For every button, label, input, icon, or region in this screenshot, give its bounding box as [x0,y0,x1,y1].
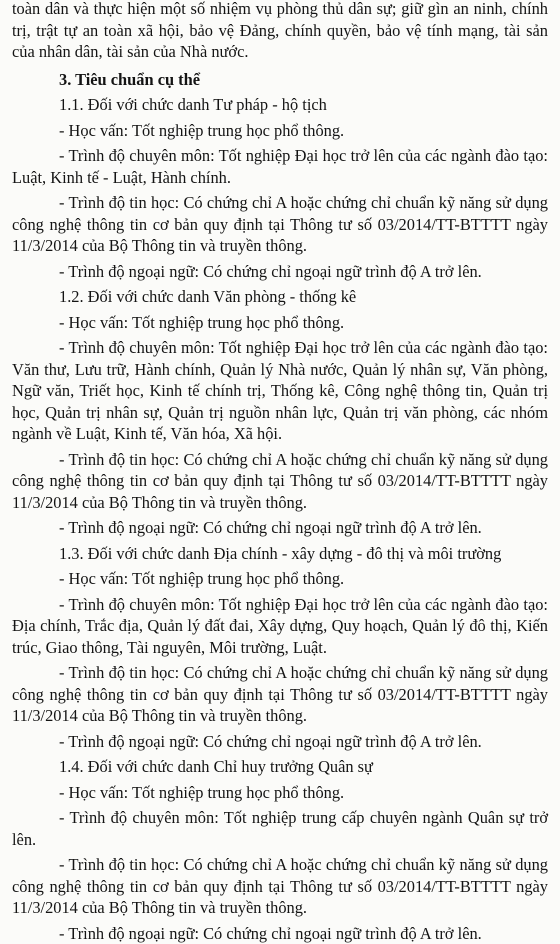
section-heading-standards: 3. Tiêu chuẩn cụ thể [12,69,548,91]
subsection-title-dia-chinh: 1.3. Đối với chức danh Địa chính - xây dựng - đô thị và môi trường [12,543,548,565]
professional-requirement: - Trình độ chuyên môn: Tốt nghiệp Đại học trở lên của các ngành đào tạo: Văn thư, Lưu trữ, Hành chính, Quản lý Nhà nước, Quản lý nhân sự, Văn phòng, Ngữ văn, Triết học, Kinh tế chính trị, Thống kê, Công nghệ thông tin, Quản trị học, Quản trị nhân sự, Quản trị nguồn nhân lực, Quản trị văn phòng, các nhóm ngành về Luật, Kinh tế, Văn hóa, Xã hội. [12,337,548,445]
education-requirement: - Học vấn: Tốt nghiệp trung học phổ thông. [12,120,548,142]
professional-requirement: - Trình độ chuyên môn: Tốt nghiệp trung cấp chuyên ngành Quân sự trở lên. [12,807,548,850]
language-requirement: - Trình độ ngoại ngữ: Có chứng chỉ ngoại ngữ trình độ A trở lên. [12,923,548,944]
professional-requirement: - Trình độ chuyên môn: Tốt nghiệp Đại học trở lên của các ngành đào tạo: Địa chính, Trắc địa, Quản lý đất đai, Xây dựng, Quy hoạch, Quản lý đô thị, Kiến trúc, Giao thông, Tài nguyên, Môi trường, Luật. [12,594,548,659]
intro-paragraph: toàn dân và thực hiện một số nhiệm vụ phòng thủ dân sự; giữ gìn an ninh, chính trị, trật tự an toàn xã hội, bảo vệ Đảng, chính quyền, bảo vệ tính mạng, tài sản của nhân dân, tài sản của Nhà nước. [12,0,548,63]
subsection-title-quan-su: 1.4. Đối với chức danh Chỉ huy trưởng Quân sự [12,756,548,778]
subsection-title-van-phong: 1.2. Đối với chức danh Văn phòng - thống kê [12,286,548,308]
it-requirement: - Trình độ tin học: Có chứng chỉ A hoặc chứng chỉ chuẩn kỹ năng sử dụng công nghệ thông tin cơ bản quy định tại Thông tư số 03/2014/TT-BTTTT ngày 11/3/2014 của Bộ Thông tin và truyền thông. [12,192,548,257]
it-requirement: - Trình độ tin học: Có chứng chỉ A hoặc chứng chỉ chuẩn kỹ năng sử dụng công nghệ thông tin cơ bản quy định tại Thông tư số 03/2014/TT-BTTTT ngày 11/3/2014 của Bộ Thông tin và truyền thông. [12,662,548,727]
it-requirement: - Trình độ tin học: Có chứng chỉ A hoặc chứng chỉ chuẩn kỹ năng sử dụng công nghệ thông tin cơ bản quy định tại Thông tư số 03/2014/TT-BTTTT ngày 11/3/2014 của Bộ Thông tin và truyền thông. [12,449,548,514]
it-requirement: - Trình độ tin học: Có chứng chỉ A hoặc chứng chỉ chuẩn kỹ năng sử dụng công nghệ thông tin cơ bản quy định tại Thông tư số 03/2014/TT-BTTTT ngày 11/3/2014 của Bộ Thông tin và truyền thông. [12,854,548,919]
subsection-title-tu-phap: 1.1. Đối với chức danh Tư pháp - hộ tịch [12,94,548,116]
education-requirement: - Học vấn: Tốt nghiệp trung học phổ thông. [12,782,548,804]
language-requirement: - Trình độ ngoại ngữ: Có chứng chỉ ngoại ngữ trình độ A trở lên. [12,261,548,283]
language-requirement: - Trình độ ngoại ngữ: Có chứng chỉ ngoại ngữ trình độ A trở lên. [12,731,548,753]
professional-requirement: - Trình độ chuyên môn: Tốt nghiệp Đại học trở lên của các ngành đào tạo: Luật, Kinh tế - Luật, Hành chính. [12,145,548,188]
language-requirement: - Trình độ ngoại ngữ: Có chứng chỉ ngoại ngữ trình độ A trở lên. [12,517,548,539]
education-requirement: - Học vấn: Tốt nghiệp trung học phổ thông. [12,312,548,334]
education-requirement: - Học vấn: Tốt nghiệp trung học phổ thông. [12,568,548,590]
